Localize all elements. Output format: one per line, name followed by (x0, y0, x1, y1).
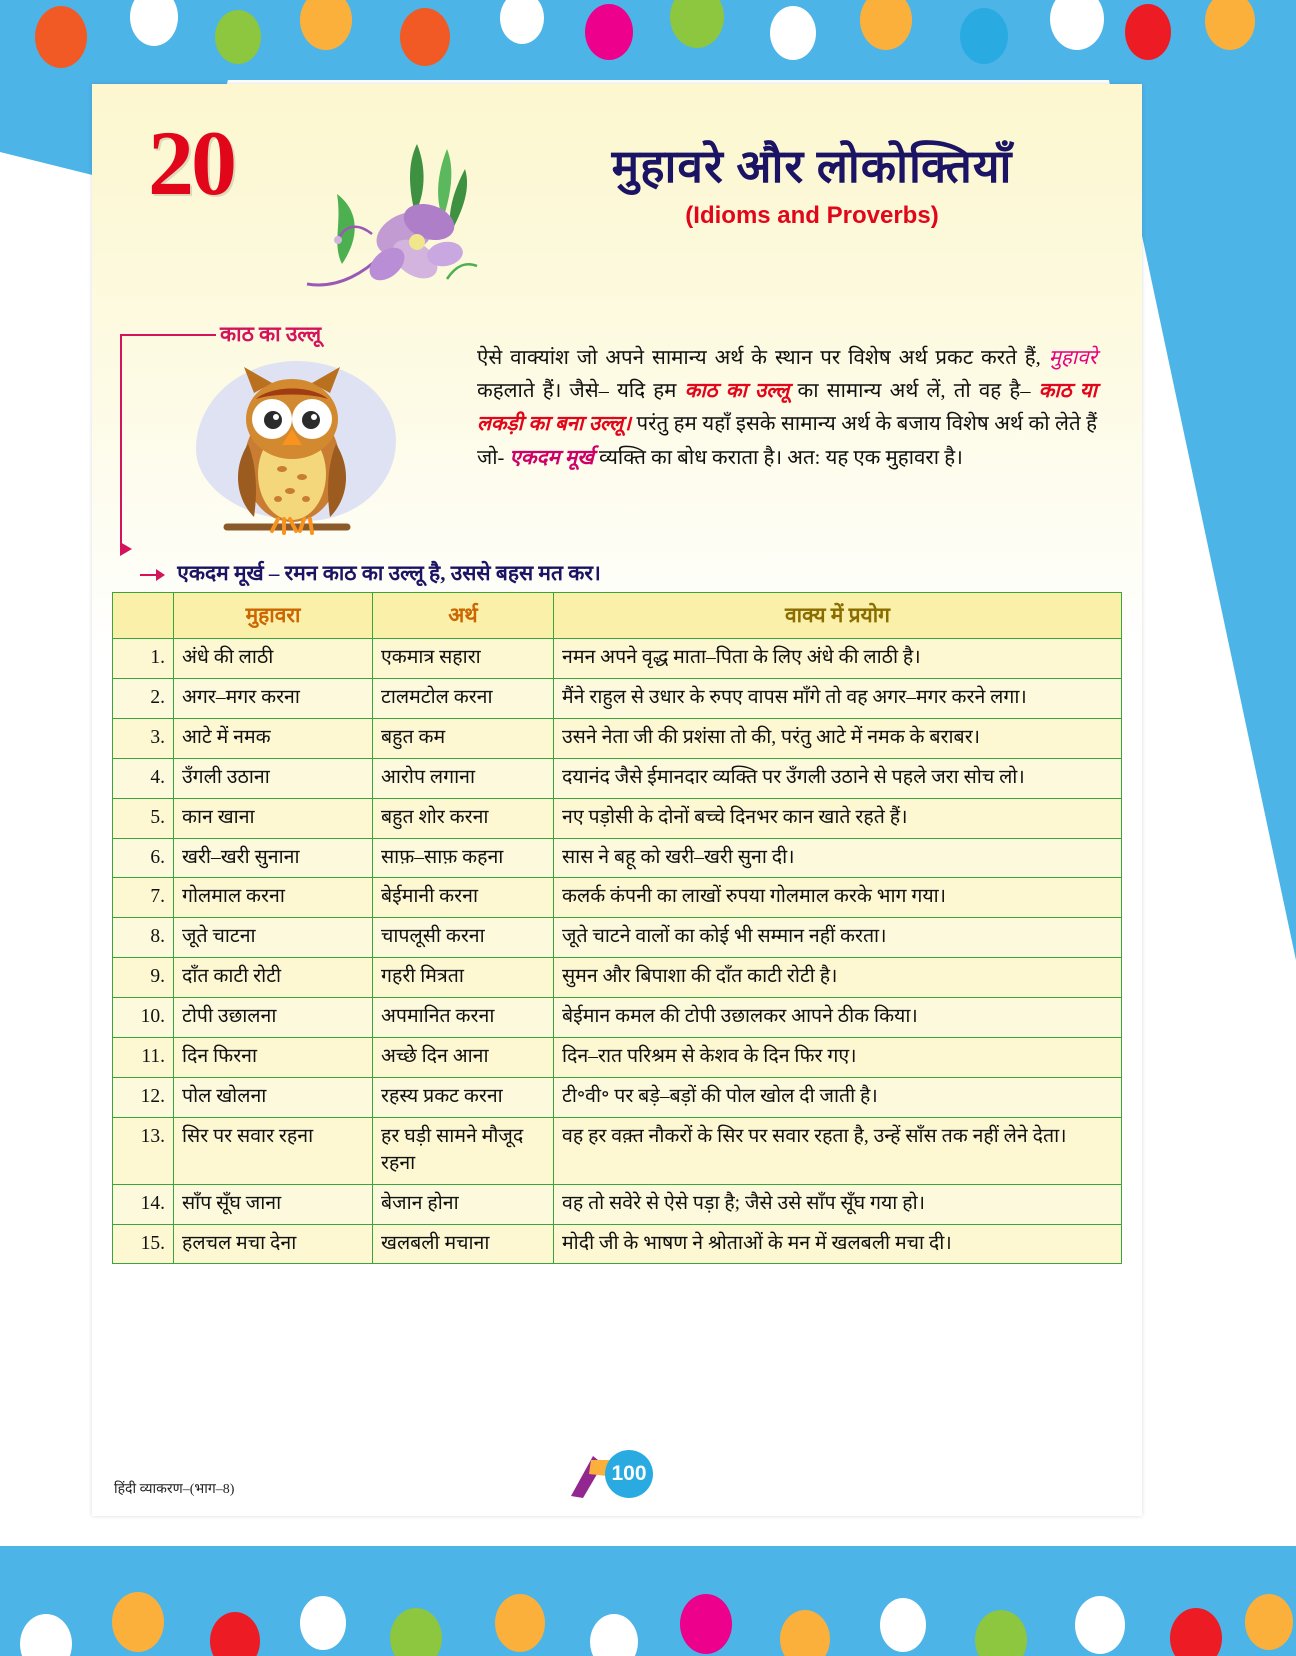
cell-number: 15. (113, 1224, 174, 1264)
callout-connector-vertical (120, 334, 122, 552)
cell-usage: सास ने बहू को खरी–खरी सुना दी। (554, 838, 1122, 878)
owl-illustration (132, 349, 432, 549)
cell-number: 13. (113, 1117, 174, 1184)
cell-number: 1. (113, 638, 174, 678)
cell-number: 11. (113, 1038, 174, 1078)
cell-usage: मोदी जी के भाषण ने श्रोताओं के मन में खलबली मचा दी। (554, 1224, 1122, 1264)
confetti-dot (770, 6, 816, 60)
cell-meaning: बेईमानी करना (373, 878, 554, 918)
confetti-dot (400, 8, 450, 66)
confetti-dot (1245, 1594, 1293, 1650)
cell-meaning: टालमटोल करना (373, 678, 554, 718)
cell-meaning: गहरी मित्रता (373, 958, 554, 998)
confetti-dot (495, 1594, 545, 1652)
cell-usage: कलर्क कंपनी का लाखों रुपया गोलमाल करके भाग गया। (554, 878, 1122, 918)
cell-usage: दिन–रात परिश्रम से केशव के दिन फिर गए। (554, 1038, 1122, 1078)
cell-number: 9. (113, 958, 174, 998)
illustration-caption: काठ का उल्लू (220, 322, 322, 346)
cell-usage: उसने नेता जी की प्रशंसा तो की, परंतु आटे में नमक के बराबर। (554, 718, 1122, 758)
confetti-dot (880, 1598, 926, 1652)
cell-meaning: खलबली मचाना (373, 1224, 554, 1264)
cell-idiom: पोल खोलना (174, 1077, 373, 1117)
table-row (113, 1077, 1122, 1117)
table-row (113, 638, 1122, 678)
cell-number: 14. (113, 1184, 174, 1224)
footer-book-title: हिंदी व्याकरण–(भाग–8) (114, 1482, 235, 1497)
intro-text-5: व्यक्ति का बोध कराता है। अत: यह एक मुहावरा है। (593, 446, 963, 469)
callout-arrow-icon (120, 542, 132, 556)
confetti-dot (112, 1592, 164, 1652)
confetti-dot (585, 4, 633, 60)
confetti-dot (1125, 4, 1171, 60)
table-row (113, 918, 1122, 958)
cell-idiom: जूते चाटना (174, 918, 373, 958)
arrow-right-icon (140, 567, 166, 583)
cell-usage: सुमन और बिपाशा की दाँत काटी रोटी है। (554, 958, 1122, 998)
table-header (113, 593, 1122, 639)
cell-idiom: दाँत काटी रोटी (174, 958, 373, 998)
intro-keyword-1: मुहावरे (1048, 347, 1097, 369)
cell-usage: जूते चाटने वालों का कोई भी सम्मान नहीं करता। (554, 918, 1122, 958)
header-idiom: मुहावरा (174, 593, 373, 639)
cell-idiom: हलचल मचा देना (174, 1224, 373, 1264)
intro-keyword-4: एकदम मूर्ख (509, 446, 594, 469)
table-row (113, 1038, 1122, 1078)
callout-connector-top (120, 334, 216, 336)
cell-idiom: खरी–खरी सुनाना (174, 838, 373, 878)
table-row (113, 998, 1122, 1038)
cell-number: 3. (113, 718, 174, 758)
intro-keyword-3: काठ या लकड़ी का बना उल्लू। (477, 380, 1097, 436)
example-sentence (140, 559, 1100, 587)
cell-number: 7. (113, 878, 174, 918)
table-body (113, 638, 1122, 1264)
cell-idiom: गोलमाल करना (174, 878, 373, 918)
page-number-badge (557, 1448, 677, 1500)
page-title: मुहावरे और लोकोक्तियाँ (611, 141, 1013, 192)
page-sheet (92, 84, 1142, 1516)
cell-usage: मैंने राहुल से उधार के रुपए वापस माँगे तो वह अगर–मगर करने लगा। (554, 678, 1122, 718)
cell-idiom: दिन फिरना (174, 1038, 373, 1078)
cell-idiom: आटे में नमक (174, 718, 373, 758)
cell-meaning: बहुत कम (373, 718, 554, 758)
cell-meaning: हर घड़ी सामने मौजूद रहना (373, 1117, 554, 1184)
cell-usage: नए पड़ोसी के दोनों बच्चे दिनभर कान खाते रहते हैं। (554, 798, 1122, 838)
cell-number: 10. (113, 998, 174, 1038)
cell-usage: वह तो सवेरे से ऐसे पड़ा है; जैसे उसे साँप सूँघ गया हो। (554, 1184, 1122, 1224)
cell-meaning: आरोप लगाना (373, 758, 554, 798)
cell-usage: दयानंद जैसे ईमानदार व्यक्ति पर उँगली उठाने से पहले जरा सोच लो। (554, 758, 1122, 798)
cell-idiom: अंधे की लाठी (174, 638, 373, 678)
table-row (113, 798, 1122, 838)
cell-meaning: अच्छे दिन आना (373, 1038, 554, 1078)
confetti-dot (960, 8, 1008, 64)
chapter-number: 20 (148, 112, 234, 214)
cell-idiom: सिर पर सवार रहना (174, 1117, 373, 1184)
table-row (113, 1224, 1122, 1264)
cell-meaning: बहुत शोर करना (373, 798, 554, 838)
intro-paragraph (477, 342, 1097, 475)
intro-text-3: का सामान्य अर्थ लें, तो वह है– (789, 380, 1039, 403)
cell-idiom: साँप सूँघ जाना (174, 1184, 373, 1224)
cell-meaning: अपमानित करना (373, 998, 554, 1038)
intro-text-1: ऐसे वाक्यांश जो अपने सामान्य अर्थ के स्थान पर विशेष अर्थ प्रकट करते हैं, (477, 347, 1049, 369)
cell-meaning: चापलूसी करना (373, 918, 554, 958)
table-row (113, 878, 1122, 918)
cell-number: 5. (113, 798, 174, 838)
cell-number: 2. (113, 678, 174, 718)
confetti-dot (300, 1596, 346, 1650)
confetti-dot (215, 10, 261, 64)
example-sentence-text: एकदम मूर्ख – रमन काठ का उल्लू है, उससे बहस मत कर। (177, 561, 601, 585)
idioms-table (112, 592, 1122, 1264)
header-meaning: अर्थ (373, 593, 554, 639)
table-row (113, 838, 1122, 878)
cell-idiom: टोपी उछालना (174, 998, 373, 1038)
table-row (113, 958, 1122, 998)
cell-meaning: रहस्य प्रकट करना (373, 1077, 554, 1117)
cell-usage: बेईमान कमल की टोपी उछालकर आपने ठीक किया। (554, 998, 1122, 1038)
confetti-dot (1075, 1596, 1125, 1654)
cell-idiom: अगर–मगर करना (174, 678, 373, 718)
intro-keyword-2: काठ का उल्लू (684, 380, 790, 403)
cell-usage: वह हर वक़्त नौकरों के सिर पर सवार रहता है, उन्हें साँस तक नहीं लेने देता। (554, 1117, 1122, 1184)
confetti-dot (680, 1594, 732, 1654)
table-row (113, 1117, 1122, 1184)
cell-number: 8. (113, 918, 174, 958)
cell-idiom: कान खाना (174, 798, 373, 838)
page-number: 100 (605, 1450, 653, 1498)
intro-text-4: परंतु हम यहाँ इसके सामान्य अर्थ के बजाय विशेष अर्थ को लेते हैं जो- (477, 413, 1098, 469)
flower-decoration-icon (297, 114, 497, 314)
table-row (113, 758, 1122, 798)
cell-meaning: बेजान होना (373, 1184, 554, 1224)
cell-number: 4. (113, 758, 174, 798)
cell-usage: टी॰वी॰ पर बड़े–बड़ों की पोल खोल दी जाती है। (554, 1077, 1122, 1117)
table-row (113, 678, 1122, 718)
cell-meaning: साफ़–साफ़ कहना (373, 838, 554, 878)
cell-number: 6. (113, 838, 174, 878)
confetti-dot (35, 6, 87, 68)
header-usage: वाक्य में प्रयोग (554, 593, 1122, 639)
table-header-row (113, 593, 1122, 639)
header-number (113, 593, 174, 639)
cell-usage: नमन अपने वृद्ध माता–पिता के लिए अंधे की लाठी है। (554, 638, 1122, 678)
intro-text-2: कहलाते हैं। जैसे– यदि हम (477, 380, 685, 403)
cell-number: 12. (113, 1077, 174, 1117)
table-row (113, 1184, 1122, 1224)
cell-meaning: एकमात्र सहारा (373, 638, 554, 678)
cell-idiom: उँगली उठाना (174, 758, 373, 798)
table-row (113, 718, 1122, 758)
page-subtitle: (Idioms and Proverbs) (685, 202, 939, 229)
